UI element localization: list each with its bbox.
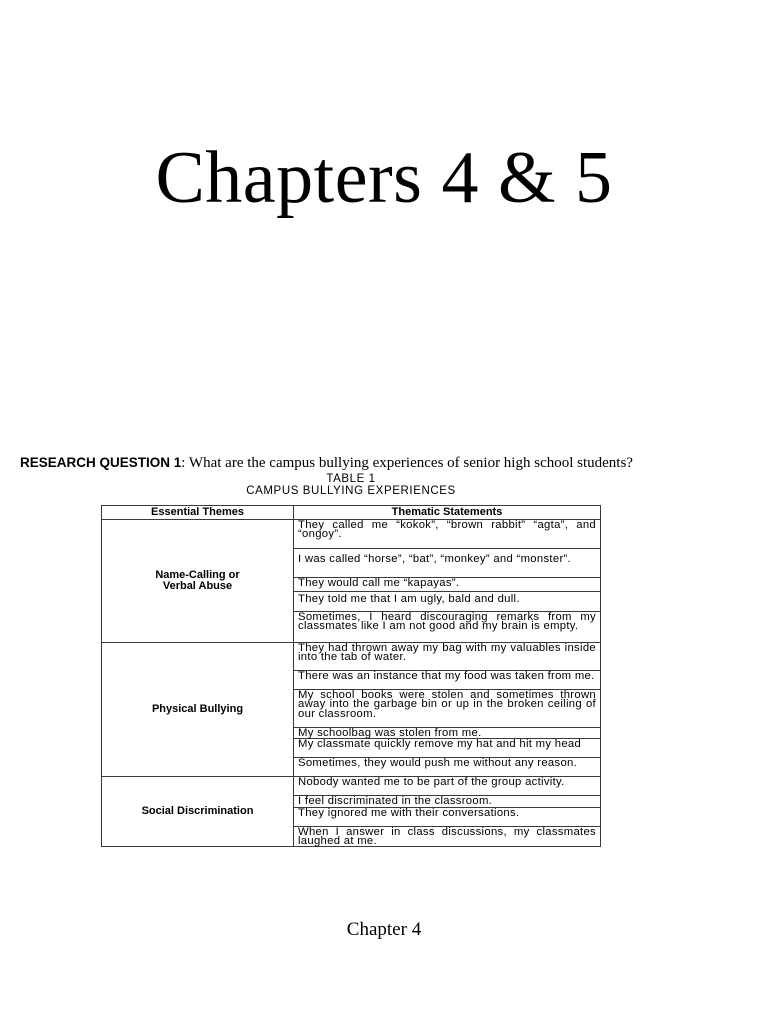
table-row: [102, 520, 601, 549]
statement-cell: They would call me “kapayas”.: [294, 578, 601, 592]
table-block: [101, 473, 601, 847]
statement-cell: Sometimes, I heard discouraging remarks from my classmates like I am not good and my brain is empty.: [294, 612, 601, 643]
statement-cell: They told me that I am ugly, bald and dull.: [294, 592, 601, 612]
statement-cell: When I answer in class discussions, my classmates laughed at me.: [294, 826, 601, 847]
table-caption: CAMPUS BULLYING EXPERIENCES: [246, 485, 456, 497]
theme-cell: [102, 520, 294, 643]
statement-cell: They had thrown away my bag with my valuables inside into the tab of water.: [294, 643, 601, 671]
theme-label: Physical Bullying: [151, 703, 244, 716]
statement-cell: They ignored me with their conversations.: [294, 807, 601, 826]
table-header-row: [102, 506, 601, 520]
research-question: [20, 453, 760, 473]
statement-cell: I was called “horse”, “bat”, “monkey” and “monster”.: [294, 549, 601, 578]
table-number: TABLE 1: [326, 473, 376, 485]
statement-cell: My school books were stolen and sometimes thrown away into the garbage bin or up in the broken ceiling of our classroom.: [294, 690, 601, 728]
table-row: [102, 777, 601, 796]
statement-cell: There was an instance that my food was taken from me.: [294, 671, 601, 690]
research-question-label: RESEARCH QUESTION 1: [20, 455, 182, 470]
theme-cell: [102, 643, 294, 777]
research-question-text: : What are the campus bullying experiences of senior high school students?: [181, 455, 633, 471]
theme-label: Name-Calling or Verbal Abuse: [155, 569, 240, 592]
statement-cell: My schoolbag was stolen from me.: [294, 728, 601, 739]
table-row: [102, 643, 601, 671]
statement-cell: Nobody wanted me to be part of the group activity.: [294, 777, 601, 796]
theme-cell: [102, 777, 294, 847]
chapter-label: Chapter 4: [346, 919, 422, 940]
statement-cell: I feel discriminated in the classroom.: [294, 796, 601, 807]
page-title: Chapters 4 & 5: [155, 137, 613, 219]
statement-cell: Sometimes, they would push me without any reason.: [294, 758, 601, 777]
header-thematic-statements: Thematic Statements: [294, 506, 601, 520]
statement-cell: They called me “kokok”, “brown rabbit” “agta”, and “ongoy”.: [294, 520, 601, 549]
theme-label: Social Discrimination: [141, 805, 254, 818]
bullying-table: [101, 505, 601, 847]
statement-cell: My classmate quickly remove my hat and hit my head: [294, 739, 601, 758]
header-essential-themes: Essential Themes: [102, 506, 294, 520]
